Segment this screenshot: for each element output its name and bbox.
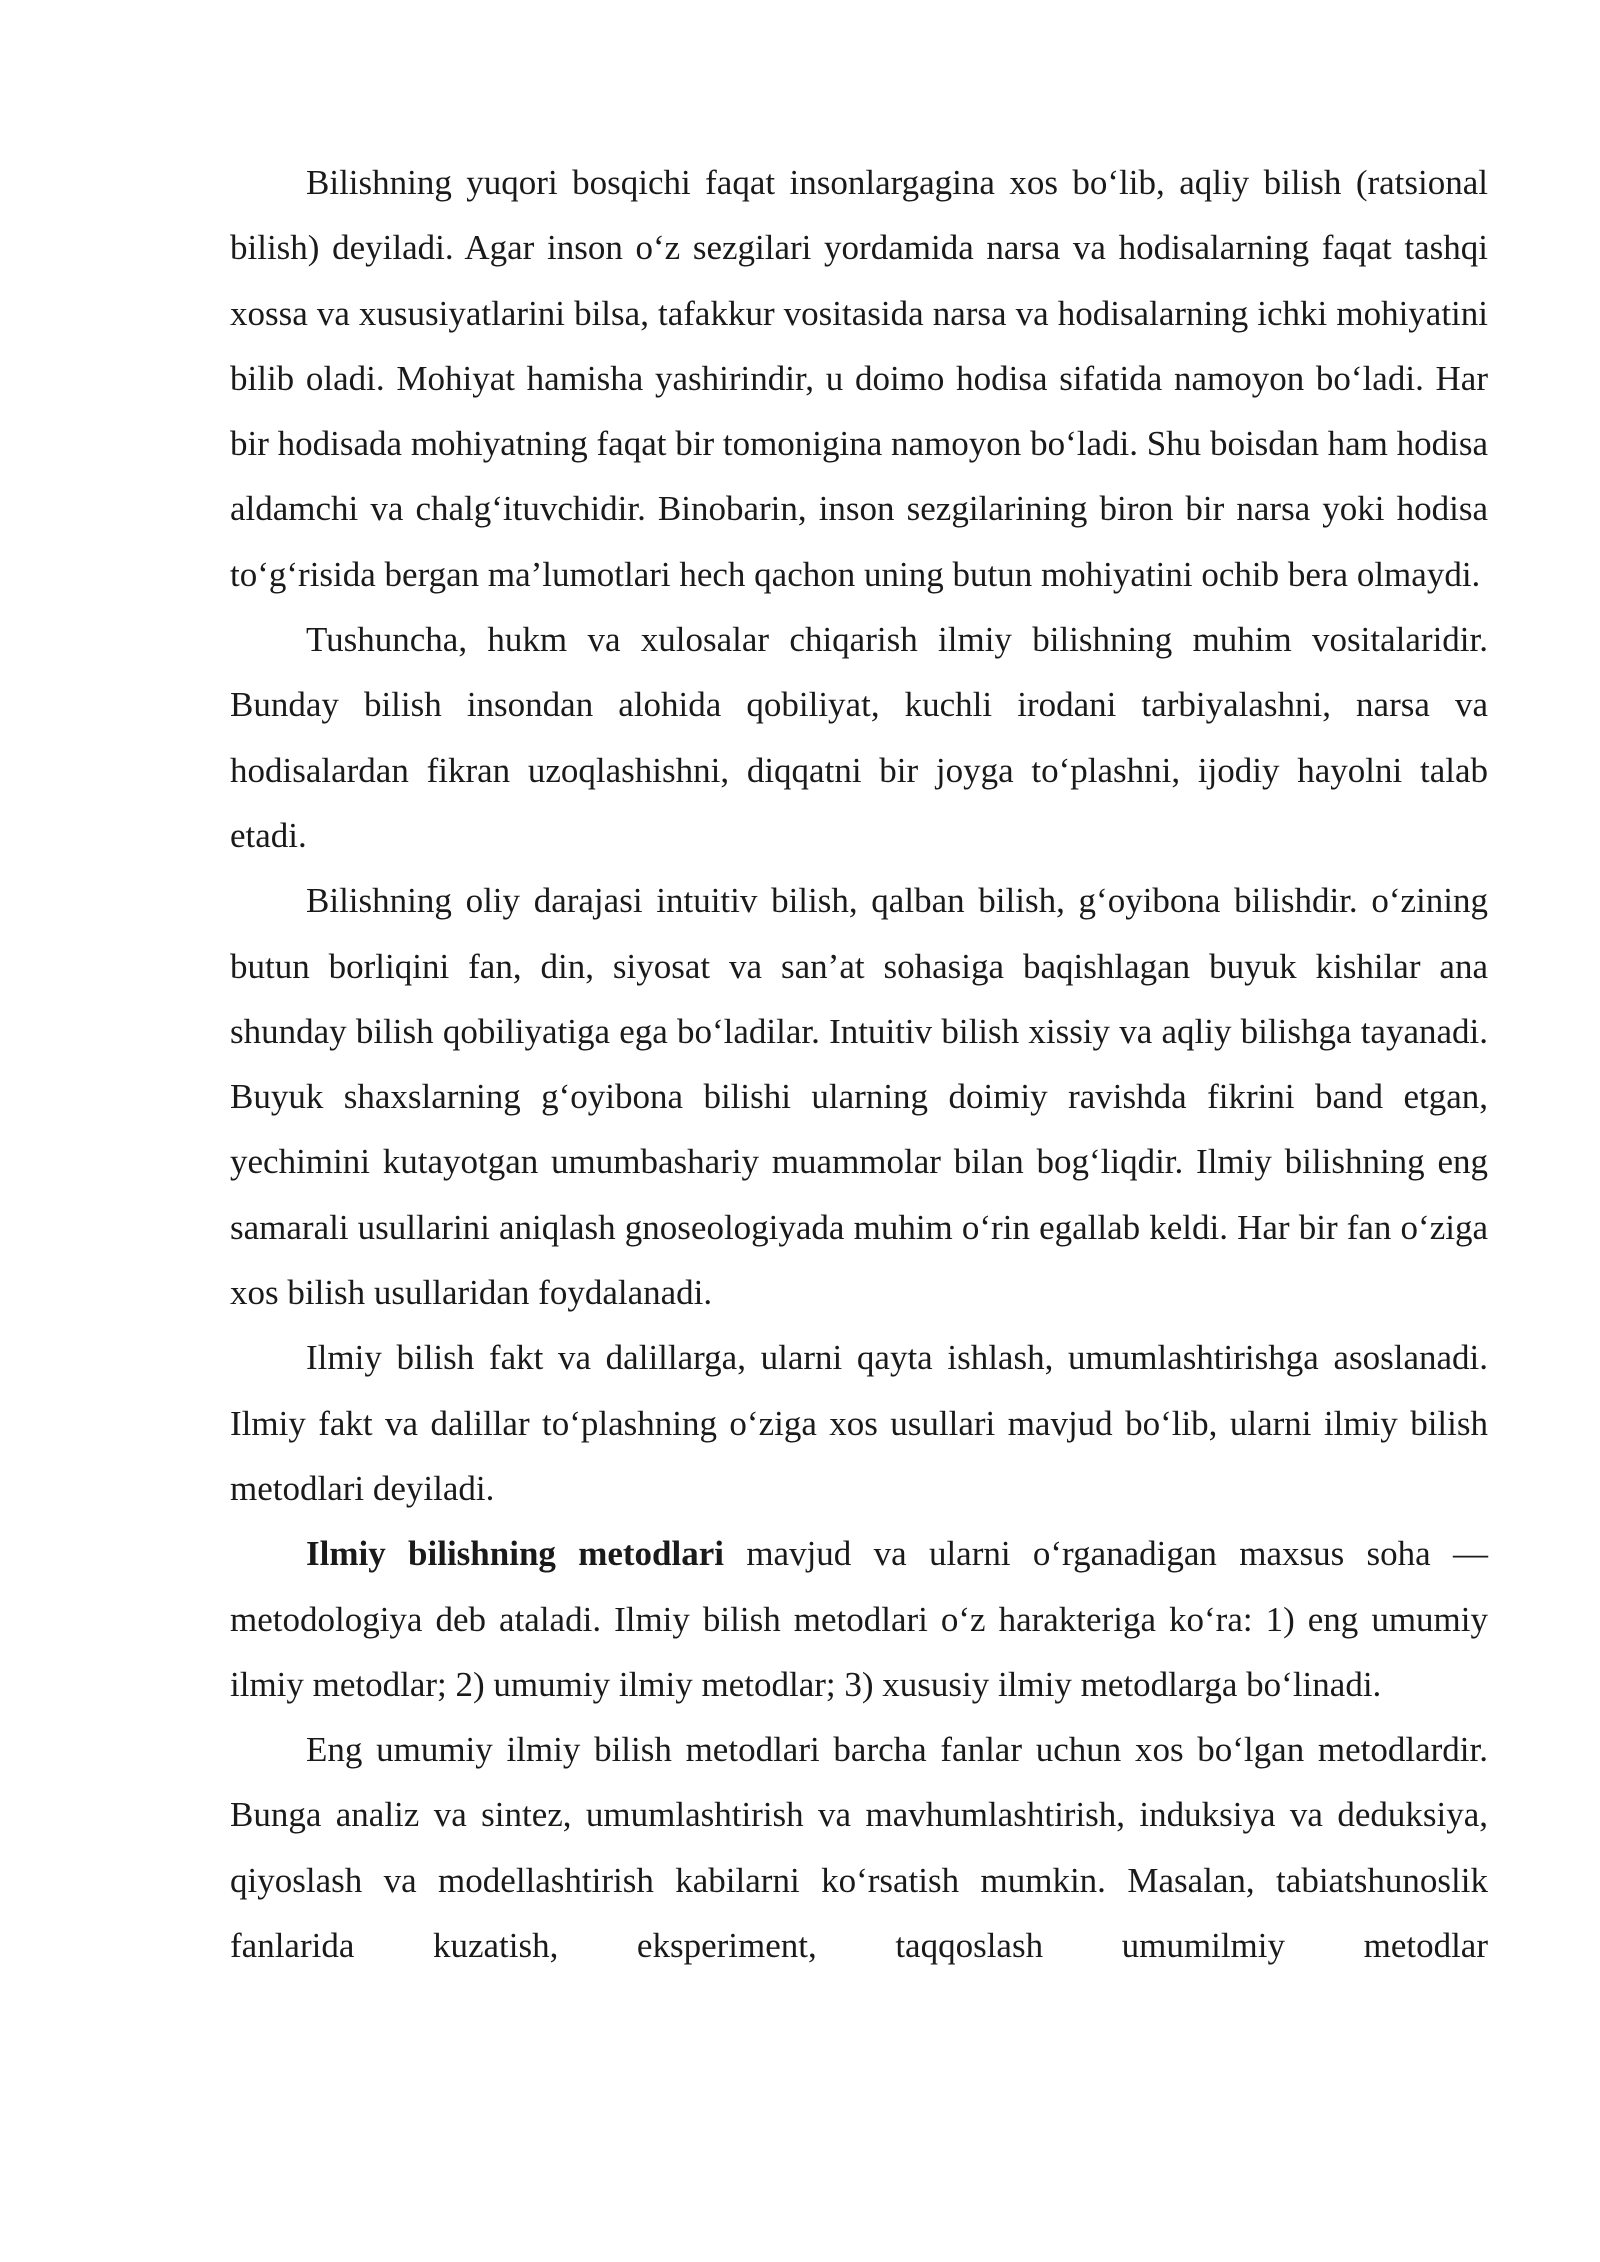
paragraph-scientific-methods bbox=[230, 1521, 1488, 1717]
paragraph-concepts-judgments: Tushuncha, hukm va xulosalar chiqarish ilmiy bilishning muhim vositalaridir. Bunday bilish insondan alohida qobiliyat, kuchli irodani tarbiyalashni, narsa va hodisalardan fikran uzoqlashishni, diqqatni bir joyga to‘plashni, ijodiy hayolni talab etadi. bbox=[230, 620, 1488, 855]
paragraph-intuitive-cognition: Bilishning oliy darajasi intuitiv bilish, qalban bilish, g‘oyibona bilishdir. o‘zining butun borliqini fan, din, siyosat va san’at sohasiga baqishlagan buyuk kishilar ana shunday bilish qobiliyatiga ega bo‘ladilar. Intuitiv bilish xissiy va aqliy bilishga tayanadi. Buyuk shaxslarning g‘oyibona bilishi ularning doimiy ravishda fikrini band etgan, yechimini kutayotgan umumbashariy muammolar bilan bog‘liqdir. Ilmiy bilishning eng samarali usullarini aniqlash gnoseologiyada muhim o‘rin egallab keldi. Har bir fan o‘ziga xos bilish usullaridan foydalanadi. bbox=[230, 881, 1488, 1313]
methods-paragraph-text: mavjud va ularni o‘rganadigan maxsus soha — metodologiya deb ataladi. Ilmiy bilish metodlari o‘z harakteriga ko‘ra: 1) eng umumiy ilmiy metodlar; 2) umumiy ilmiy metodlar; 3) xususiy ilmiy metodlarga bo‘linadi. bbox=[230, 1534, 1488, 1704]
document-page bbox=[230, 150, 1488, 1978]
paragraph-general-methods: Eng umumiy ilmiy bilish metodlari barcha fanlar uchun xos bo‘lgan metodlardir. Bunga analiz va sintez, umumlashtirish va mavhumlashtirish, induksiya va deduksiya, qiyoslash va modellashtirish kabilarni ko‘rsatish mumkin. Masalan, tabiatshunoslik fanlarida kuzatish, eksperiment, taqqoslash umumilmiy metodlar bbox=[230, 1730, 1488, 1966]
paragraph-scientific-facts: Ilmiy bilish fakt va dalillarga, ularni qayta ishlash, umumlashtirishga asoslanadi. Ilmiy fakt va dalillar to‘plashning o‘ziga xos usullari mavjud bo‘lib, ularni ilmiy bilish metodlari deyiladi. bbox=[230, 1338, 1488, 1508]
bold-term-scientific-methods: Ilmiy bilishning metodlari bbox=[306, 1534, 725, 1574]
paragraph-rational-cognition: Bilishning yuqori bosqichi faqat insonlargagina xos bo‘lib, aqliy bilish (ratsional bilish) deyiladi. Agar inson o‘z sezgilari yordamida narsa va hodisalarning faqat tashqi xossa va xususiyatlarini bilsa, tafakkur vositasida narsa va hodisalarning ichki mohiyatini bilib oladi. Mohiyat hamisha yashirindir, u doimo hodisa sifatida namoyon bo‘ladi. Har bir hodisada mohiyatning faqat bir tomonigina namoyon bo‘ladi. Shu boisdan ham hodisa aldamchi va chalg‘ituvchidir. Binobarin, inson sezgilarining biron bir narsa yoki hodisa to‘g‘risida bergan ma’lumotlari hech qachon uning butun mohiyatini ochib bera olmaydi. bbox=[230, 163, 1488, 594]
